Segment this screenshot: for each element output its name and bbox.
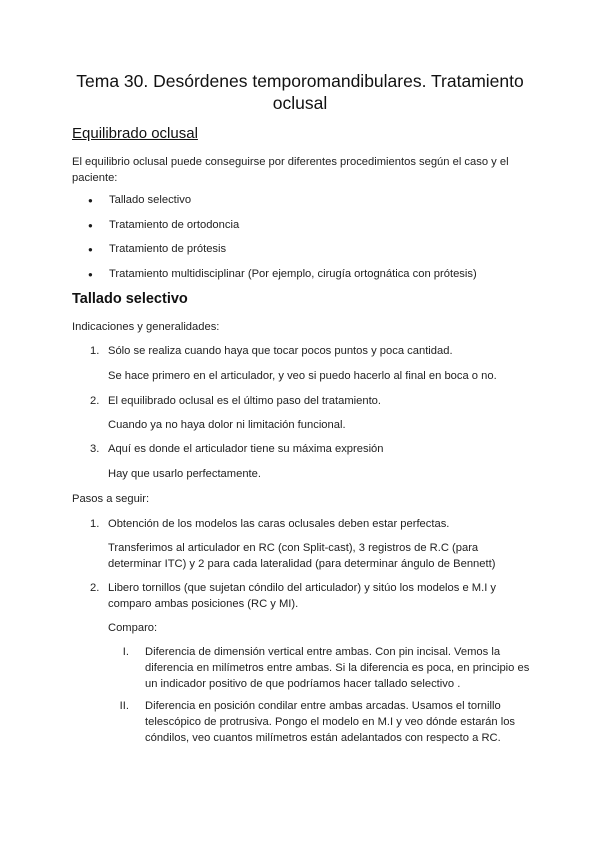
list-item-detail: Se hace primero en el articulador, y veo si puedo hacerlo al final en boca o no. [108,370,497,382]
list-number: 3. [90,443,100,455]
list-item-detail: Hay que usarlo perfectamente. [108,468,261,480]
list-number: 2. [90,582,100,594]
list-item: Diferencia en posición condilar entre ambas arcadas. Usamos el tornillo telescópico de protrusiva. Pongo el modelo en M.I y veo dónde estarán los cóndilos, veo cuantos milímetros están adelantados con respecto a RC. [145,700,516,744]
list-item: El equilibrado oclusal es el último paso del tratamiento. [108,395,382,407]
list-item: Tallado selectivo [109,194,192,206]
indicaciones-label: Indicaciones y generalidades: [72,321,220,333]
bullet-icon [88,241,96,249]
list-number: I. [122,646,129,658]
list-number: II. [119,700,129,712]
list-number: 1. [90,345,100,357]
list-item: Sólo se realiza cuando haya que tocar pocos puntos y poca cantidad. [108,345,453,357]
list-item: Diferencia de dimensión vertical entre ambas. Con pin incisal. Vemos la diferencia en milímetros entre ambas. Si la diferencia es poca, en principio es un indicador positivo de que podríamos hacer tallado selectivo . [145,646,530,690]
list-item: Aquí es donde el articulador tiene su máxima expresión [108,443,384,455]
bullet-icon [88,266,96,274]
section-heading-equilibrado: Equilibrado oclusal [72,125,198,142]
list-item: Tratamiento de ortodoncia [109,219,240,231]
section-heading-tallado: Tallado selectivo [72,291,188,307]
list-item-detail: Transferimos al articulador en RC (con Split-cast), 3 registros de R.C (para determinar ITC) y 2 para cada lateralidad (para determinar ángulo de Bennett) [108,542,496,570]
list-number: 2. [90,395,100,407]
bullet-icon [88,217,96,225]
list-item: Libero tornillos (que sujetan cóndilo del articulador) y sitúo los modelos e M.I y comparo ambas posiciones (RC y MI). [108,582,497,610]
page-title: Tema 30. Desórdenes temporomandibulares. Tratamiento oclusal [76,71,524,113]
bullet-icon [88,192,96,200]
list-item-detail: Comparo: [108,622,158,634]
list-item-detail: Cuando ya no haya dolor ni limitación funcional. [108,419,346,431]
pasos-label: Pasos a seguir: [72,493,150,505]
list-number: 1. [90,518,100,530]
list-item: Obtención de los modelos las caras oclusales deben estar perfectas. [108,518,450,530]
list-item: Tratamiento de prótesis [109,243,227,255]
intro-paragraph: El equilibrio oclusal puede conseguirse por diferentes procedimientos según el caso y el paciente: [72,156,509,184]
list-item: Tratamiento multidisciplinar (Por ejemplo, cirugía ortognática con prótesis) [109,268,477,280]
